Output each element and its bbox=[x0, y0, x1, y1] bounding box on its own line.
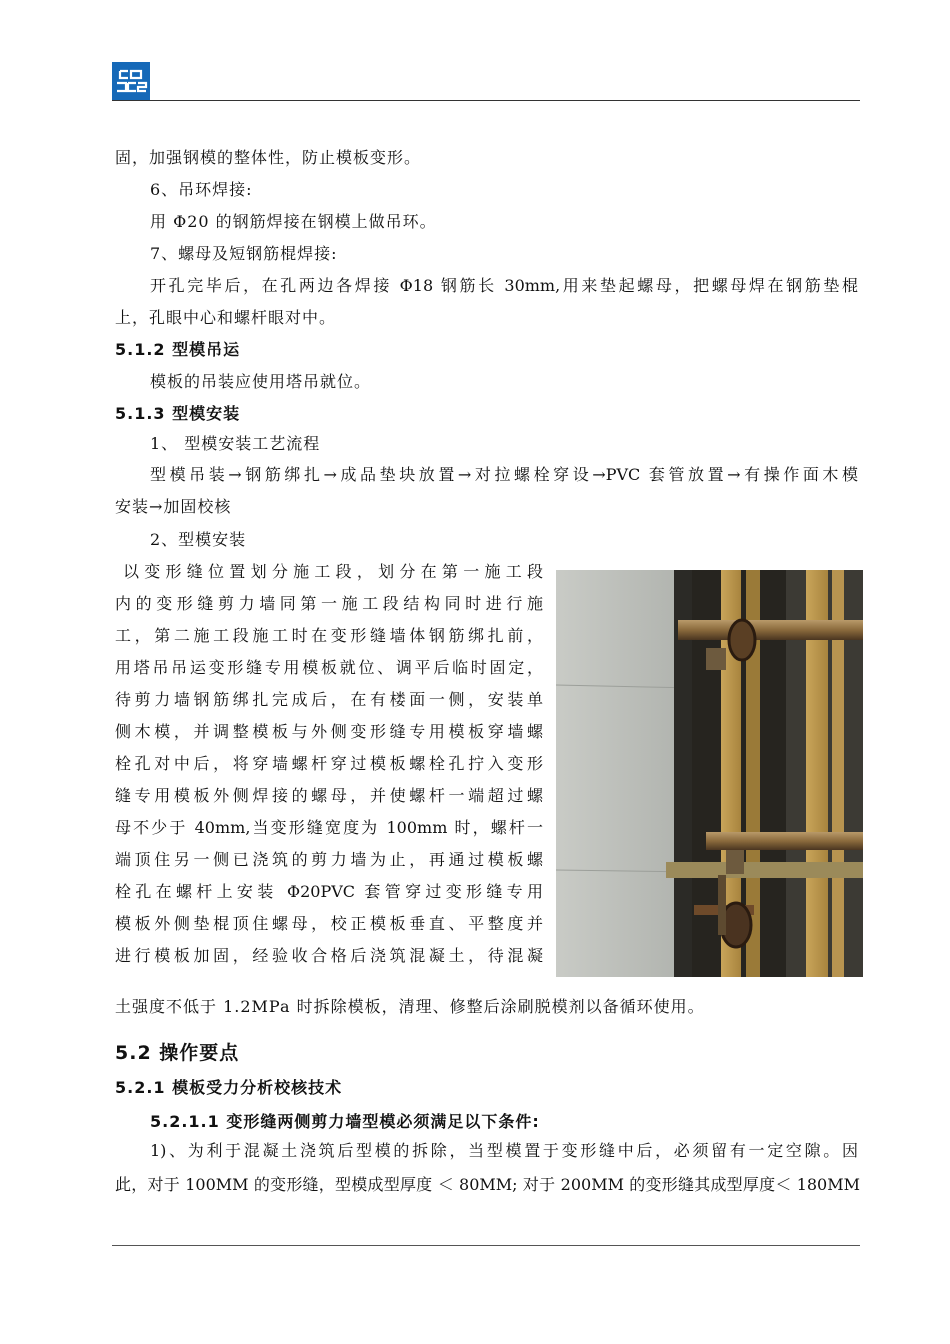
formwork-photo bbox=[556, 570, 863, 977]
list-item-heading: 7、螺母及短钢筋棍焊接: bbox=[150, 244, 338, 263]
list-item-heading: 2、型模安装 bbox=[150, 530, 247, 549]
wrapped-text-line: 内的变形缝剪力墙同第一施工段结构同时进行施 bbox=[115, 594, 543, 613]
text-line: 开孔完毕后，在孔两边各焊接 Φ18 钢筋长 30mm,用来垫起螺母，把螺母焊在钢筋垫棍 bbox=[150, 276, 858, 295]
header-rule bbox=[112, 100, 860, 101]
text-line: 模板的吊装应使用塔吊就位。 bbox=[150, 372, 372, 391]
wrapped-text-line: 以变形缝位置划分施工段，划分在第一施工段 bbox=[123, 562, 543, 581]
wrapped-text-line: 模板外侧垫棍顶住螺母，校正模板垂直、平整度并 bbox=[115, 914, 543, 933]
wrapped-text-line: 栓孔对中后，将穿墙螺杆穿过模板螺栓孔拧入变形 bbox=[115, 754, 543, 773]
text-line: 固，加强钢模的整体性，防止模板变形。 bbox=[115, 148, 422, 167]
wrapped-paragraph bbox=[115, 556, 543, 972]
wrapped-text-line: 工，第二施工段施工时在变形缝墙体钢筋绑扎前， bbox=[115, 626, 543, 645]
list-item-heading: 6、吊环焊接: bbox=[150, 180, 253, 199]
wrapped-text-line: 侧木模，并调整模板与外侧变形缝专用模板穿墙螺 bbox=[115, 722, 543, 741]
wrapped-text-line: 缝专用模板外侧焊接的螺母，并使螺杆一端超过螺 bbox=[115, 786, 543, 805]
text-line: 土强度不低于 1.2MPa 时拆除模板，清理、修整后涂刷脱模剂以备循环使用。 bbox=[115, 997, 705, 1016]
list-item-heading: 1、 型模安装工艺流程 bbox=[150, 434, 321, 453]
wrapped-text-line: 用塔吊吊运变形缝专用模板就位、调平后临时固定， bbox=[115, 658, 543, 677]
text-line: 用 Φ20 的钢筋焊接在钢模上做吊环。 bbox=[150, 212, 437, 231]
wrapped-text-line: 端顶住另一侧已浇筑的剪力墙为止，再通过模板螺 bbox=[115, 850, 543, 869]
section-heading: 5.1.2 型模吊运 bbox=[115, 340, 241, 359]
text-line: 安装→加固校核 bbox=[115, 497, 232, 516]
text-line: 1)、为利于混凝土浇筑后型模的拆除，当型模置于变形缝中后，必须留有一定空隙。因 bbox=[150, 1141, 858, 1160]
wrapped-text-line: 母不少于 40mm,当变形缝宽度为 100mm 时，螺杆一 bbox=[115, 818, 543, 837]
text-line: 此，对于 100MM 的变形缝，型模成型厚度 ＜ 80MM; 对于 200MM 的变形缝其成型厚度＜ 180MM bbox=[115, 1175, 860, 1194]
chapter-heading: 5.2 操作要点 bbox=[115, 1042, 240, 1064]
footer-rule bbox=[112, 1245, 860, 1246]
subsection-heading: 5.2.1.1 变形缝两侧剪力墙型模必须满足以下条件: bbox=[150, 1112, 540, 1131]
wrapped-text-line: 进行模板加固，经验收合格后浇筑混凝土，待混凝 bbox=[115, 946, 543, 965]
wrapped-text-line: 待剪力墙钢筋绑扎完成后，在有楼面一侧，安装单 bbox=[115, 690, 543, 709]
text-line: 上，孔眼中心和螺杆眼对中。 bbox=[115, 308, 337, 327]
cscec-logo-icon bbox=[112, 62, 150, 100]
text-line: 型模吊装→钢筋绑扎→成品垫块放置→对拉螺栓穿设→PVC 套管放置→有操作面木模 bbox=[150, 465, 858, 484]
section-heading: 5.1.3 型模安装 bbox=[115, 404, 241, 423]
company-logo bbox=[112, 62, 150, 100]
formwork-photo-image bbox=[556, 570, 863, 977]
wrapped-text-line: 栓孔在螺杆上安装 Φ20PVC 套管穿过变形缝专用 bbox=[115, 882, 543, 901]
section-heading: 5.2.1 模板受力分析校核技术 bbox=[115, 1078, 343, 1097]
